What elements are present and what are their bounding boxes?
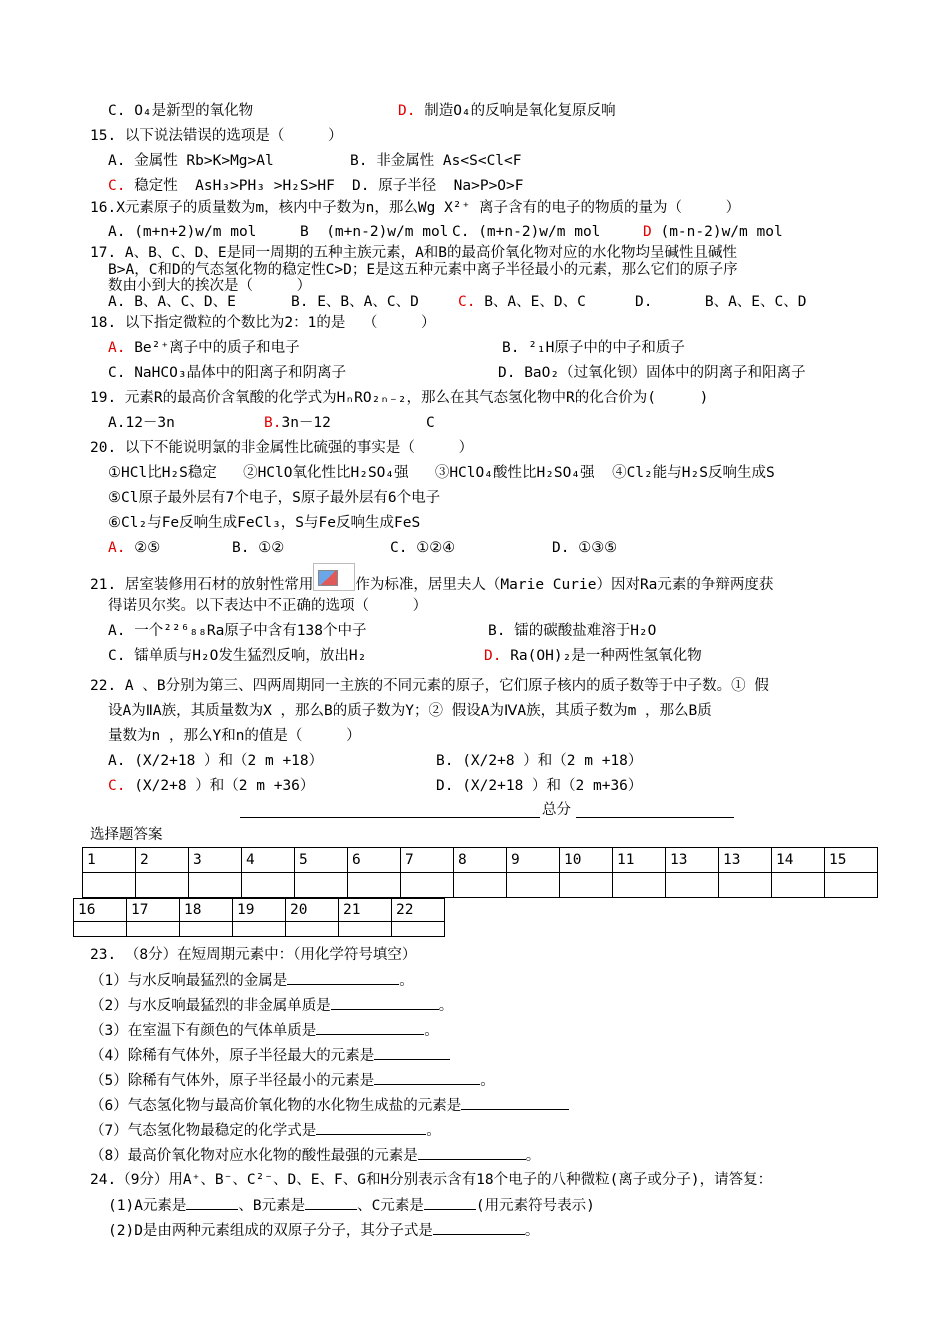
- q23-period: 。: [480, 1073, 495, 1089]
- q23-item-6-blank[interactable]: [461, 1095, 569, 1110]
- q18-option-b: B. ²₁H原子中的中子和质子: [502, 340, 685, 356]
- q19-option-b-letter: B.: [264, 415, 282, 431]
- q24-part-2: [108, 1220, 539, 1241]
- answer-cell[interactable]: [560, 873, 613, 898]
- answer-cell[interactable]: [772, 873, 825, 898]
- q22-line-3: 量数为n ，那么Y和n的值是（ ）: [108, 728, 361, 744]
- q23-period: 。: [438, 998, 454, 1014]
- q24-a-blank[interactable]: [186, 1195, 238, 1210]
- answer-cell[interactable]: [825, 873, 878, 898]
- answer-number-cell: 17: [127, 899, 180, 922]
- q24-part-1-note: (用元素符号表示): [475, 1198, 595, 1214]
- answer-cell[interactable]: [348, 873, 401, 898]
- q17-option-d: D. B、A、E、C、D: [635, 294, 807, 310]
- q23-item-5-blank[interactable]: [374, 1070, 480, 1085]
- answer-cell[interactable]: [74, 922, 127, 937]
- q20-option-b: B. ①②: [232, 540, 285, 556]
- q15-option-b: B. 非金属性 As<S<Cl<F: [350, 153, 522, 169]
- q21-line-1: [90, 571, 773, 599]
- q17-option-c-letter: C.: [458, 294, 476, 310]
- answer-cell[interactable]: [189, 873, 242, 898]
- q24-part-1: [108, 1195, 595, 1216]
- q18-option-a-letter: A.: [108, 340, 126, 356]
- q22-line-2: 设A为ⅡA族，其质量数为X ，那么B的质子数为Y；② 假设A为ⅣA族，其质子数为m ，那么B质: [108, 703, 712, 719]
- q15-option-d: D. 原子半径 Na>P>O>F: [352, 178, 524, 194]
- q16-option-a: A. (m+n+2)w/m mol: [108, 224, 257, 240]
- q21-line-1-end: 作为标准，居里夫人（Marie Curie）因对Ra元素的争辩两度获: [355, 577, 774, 593]
- q23-item-7: [90, 1120, 441, 1141]
- q17-line-1: 17. A、B、C、D、E是同一周期的五种主族元素，A和B的最高价氧化物对应的水化物均呈碱性且碱性: [90, 245, 738, 261]
- q22-option-b: B. (X/2+8 ）和（2 m +18）: [436, 753, 643, 769]
- answer-number-cell: 1: [83, 848, 136, 873]
- answer-number-cell: 5: [295, 848, 348, 873]
- q18-stem: 18. 以下指定微粒的个数比为2：1的是 （ ）: [90, 315, 436, 331]
- q20-statement-1: ①HCl比H₂S稳定 ②HClO氧化性比H₂SO₄强 ③HClO₄酸性比H₂SO₄强 ④Cl₂能与H₂S反响生成S: [108, 465, 775, 481]
- answer-number-cell: 13: [719, 848, 772, 873]
- q23-item-3-text: （3）在室温下有颜色的气体单质是: [90, 1023, 317, 1039]
- q16-option-b: B (m+n-2)w/m mol: [300, 224, 449, 240]
- q21-option-b: B. 镭的碳酸盐难溶于H₂O: [488, 623, 657, 639]
- answer-number-cell: 18: [180, 899, 233, 922]
- q23-period: 。: [525, 1148, 541, 1164]
- q24-period: 。: [524, 1223, 540, 1239]
- q21-option-d: [484, 646, 702, 666]
- q20-statement-2: ⑤Cl原子最外层有7个电子，S原子最外层有6个电子: [108, 490, 441, 506]
- q19-option-b-text: 3n－12: [281, 415, 331, 431]
- answer-number-cell: 6: [348, 848, 401, 873]
- answer-table-row-2: [73, 898, 445, 937]
- answer-cell[interactable]: [401, 873, 454, 898]
- answer-cell[interactable]: [242, 873, 295, 898]
- q14-option-d-letter: D.: [398, 103, 416, 119]
- q22-line-1: 22. A 、B分别为第三、四两周期同一主族的不同元素的原子，它们原子核内的质子数等于中子数。① 假: [90, 678, 769, 694]
- answer-cell[interactable]: [454, 873, 507, 898]
- answer-cell[interactable]: [392, 922, 445, 937]
- score-label: 总分: [542, 802, 571, 818]
- answer-number-cell: 9: [507, 848, 560, 873]
- q24-part-1-c-label: 、C元素是: [357, 1198, 424, 1214]
- q21-option-c: C. 镭单质与H₂O发生猛烈反响，放出H₂: [108, 648, 367, 664]
- q16-option-d: [643, 222, 783, 242]
- q24-c-blank[interactable]: [424, 1195, 476, 1210]
- q24-stem: 24.（9分）用A⁺、B⁻、C²⁻、D、E、F、G和H分别表示含有18个电子的八种微粒(离子或分子)，请答复：: [90, 1172, 773, 1188]
- q23-period: 。: [399, 973, 414, 989]
- q23-item-8: [90, 1145, 540, 1166]
- answer-cell[interactable]: [83, 873, 136, 898]
- answer-number-cell: 19: [233, 899, 286, 922]
- answer-cell[interactable]: [286, 922, 339, 937]
- q24-b-blank[interactable]: [305, 1195, 357, 1210]
- q23-item-7-blank[interactable]: [316, 1120, 426, 1135]
- q19-stem: 19. 元素R的最高价含氧酸的化学式为HₙRO₂ₙ₋₂，那么在其气态氢化物中R的化合价为( ): [90, 390, 709, 406]
- answer-number-cell: 22: [392, 899, 445, 922]
- q21-option-d-letter: D.: [484, 648, 502, 664]
- q17-line-3: 数由小到大的挨次是（ ）: [108, 278, 312, 294]
- q14-option-d: [398, 101, 616, 121]
- answer-table-blank-row: [74, 922, 445, 937]
- q23-item-5: [90, 1070, 495, 1091]
- q23-item-4: [90, 1045, 450, 1066]
- answer-number-cell: 14: [772, 848, 825, 873]
- answer-cell[interactable]: [666, 873, 719, 898]
- q24-d-blank[interactable]: [433, 1220, 525, 1235]
- q23-item-8-blank[interactable]: [418, 1145, 526, 1160]
- q14-option-d-text: 制造O₄的反响是氧化复原反响: [415, 103, 616, 119]
- q17-option-b: B. E、B、A、C、D: [291, 294, 419, 310]
- answer-cell[interactable]: [339, 922, 392, 937]
- q23-item-4-blank[interactable]: [374, 1045, 450, 1060]
- q17-option-c-text: B、A、E、D、C: [475, 294, 586, 310]
- score-blank-line: [576, 817, 734, 818]
- q15-option-c-letter: C.: [108, 178, 126, 194]
- answer-number-cell: 3: [189, 848, 242, 873]
- q16-option-d-text: (m-n-2)w/m mol: [651, 224, 783, 240]
- answer-cell[interactable]: [719, 873, 772, 898]
- q19-option-b: [264, 413, 331, 433]
- q24-part-1-a-label: (1)A元素是: [108, 1198, 187, 1214]
- name-blank-line: [240, 817, 540, 818]
- q23-item-6-text: （6）气态氢化物与最高价氧化物的水化物生成盐的元素是: [90, 1098, 462, 1114]
- q23-item-1: [90, 970, 414, 991]
- q24-part-1-b-label: 、B元素是: [238, 1198, 306, 1214]
- q17-option-c: [458, 292, 586, 312]
- q20-statement-3: ⑥Cl₂与Fe反响生成FeCl₃，S与Fe反响生成FeS: [108, 515, 421, 531]
- answer-number-cell: 11: [613, 848, 666, 873]
- q16-stem: 16.X元素原子的质量数为m，核内中子数为n，那么Wg X²⁺ 离子含有的电子的物质的量为（ ）: [90, 200, 741, 216]
- answer-number-cell: 7: [401, 848, 454, 873]
- q18-option-c: C. NaHCO₃晶体中的阳离子和阴离子: [108, 365, 347, 381]
- q18-option-d: D. BaO₂（过氧化钡）固体中的阴离子和阳离子: [498, 365, 806, 381]
- q21-line-1-start: 21. 居室装修用石材的放射性常用: [90, 577, 314, 593]
- q15-option-a: A. 金属性 Rb>K>Mg>Al: [108, 153, 274, 169]
- answer-cell[interactable]: [180, 922, 233, 937]
- q23-stem: 23. （8分）在短周期元素中：（用化学符号填空）: [90, 947, 417, 963]
- q23-item-1-text: （1）与水反响最猛烈的金属是: [90, 973, 288, 989]
- answer-table-blank-row: [83, 873, 878, 898]
- q23-item-2: [90, 995, 453, 1016]
- q20-option-c: C. ①②④: [390, 540, 456, 556]
- q23-item-3-blank[interactable]: [316, 1020, 424, 1035]
- answer-number-cell: 13: [666, 848, 719, 873]
- q23-period: 。: [426, 1123, 441, 1139]
- answer-number-cell: 21: [339, 899, 392, 922]
- q20-option-a-letter: A.: [108, 540, 126, 556]
- q21-option-d-text: Ra(OH)₂是一种两性氢氧化物: [501, 648, 702, 664]
- q17-option-a: A. B、A、C、D、E: [108, 294, 236, 310]
- answer-number-cell: 15: [825, 848, 878, 873]
- answer-number-cell: 2: [136, 848, 189, 873]
- q23-item-4-text: （4）除稀有气体外，原子半径最大的元素是: [90, 1048, 375, 1064]
- answer-cell[interactable]: [127, 922, 180, 937]
- q23-item-2-blank[interactable]: [331, 995, 439, 1010]
- q23-item-7-text: （7）气态氢化物最稳定的化学式是: [90, 1123, 317, 1139]
- answer-cell[interactable]: [295, 873, 348, 898]
- answer-number-cell: 16: [74, 899, 127, 922]
- q23-item-1-blank[interactable]: [287, 970, 399, 985]
- q24-part-2-text: (2)D是由两种元素组成的双原子分子，其分子式是: [108, 1223, 433, 1239]
- q14-option-c: C. O₄是新型的氧化物: [108, 103, 254, 119]
- q15-stem: 15. 以下说法错误的选项是（ ）: [90, 128, 343, 144]
- q18-option-a-text: Be²⁺离子中的质子和电子: [125, 340, 300, 356]
- q18-option-a: [108, 338, 300, 358]
- q15-option-c-text: 稳定性 AsH₃>PH₃ >H₂S>HF: [125, 178, 335, 194]
- answer-number-cell: 8: [454, 848, 507, 873]
- answer-number-cell: 4: [242, 848, 295, 873]
- q22-option-d: D. (X/2+18 ）和（2 m+36）: [436, 778, 643, 794]
- answer-number-cell: 20: [286, 899, 339, 922]
- q16-option-d-letter: D: [643, 224, 652, 240]
- q16-option-c: C. (m+n-2)w/m mol: [452, 224, 601, 240]
- q23-item-6: [90, 1095, 569, 1116]
- answer-table-row-1: [82, 847, 878, 898]
- q23-item-5-text: （5）除稀有气体外，原子半径最小的元素是: [90, 1073, 375, 1089]
- answer-cell[interactable]: [613, 873, 666, 898]
- answer-cell[interactable]: [136, 873, 189, 898]
- answer-table-title: 选择题答案: [90, 827, 163, 843]
- answer-number-cell: 10: [560, 848, 613, 873]
- q20-option-d: D. ①③⑤: [552, 540, 618, 556]
- q21-line-2: 得诺贝尔奖。以下表达中不正确的选项（ ）: [108, 598, 428, 614]
- answer-cell[interactable]: [507, 873, 560, 898]
- q15-option-c: [108, 176, 335, 196]
- q21-option-a: A. 一个²²⁶₈₈Ra原子中含有138个中子: [108, 623, 367, 639]
- q22-option-a: A. (X/2+18 ）和（2 m +18）: [108, 753, 324, 769]
- q20-option-a-text: ②⑤: [125, 540, 161, 556]
- q23-item-3: [90, 1020, 439, 1041]
- q22-option-c-letter: C.: [108, 778, 126, 794]
- q23-period: 。: [424, 1023, 439, 1039]
- answer-table-numbers-row: [74, 899, 445, 922]
- q19-option-c: C: [426, 415, 435, 431]
- answer-cell[interactable]: [233, 922, 286, 937]
- q22-option-c: [108, 776, 314, 796]
- q20-stem: 20. 以下不能说明氯的非金属性比硫强的事实是（ ）: [90, 440, 474, 456]
- q23-item-2-text: （2）与水反响最猛烈的非金属单质是: [90, 998, 331, 1014]
- q19-option-a: A.12－3n: [108, 415, 175, 431]
- q23-item-8-text: （8）最高价氧化物对应水化物的酸性最强的元素是: [90, 1148, 418, 1164]
- q20-option-a: [108, 538, 160, 558]
- broken-image-icon: [313, 563, 355, 591]
- answer-table-numbers-row: [83, 848, 878, 873]
- q17-line-2: B>A，C和D的气态氢化物的稳定性C>D；E是这五种元素中离子半径最小的元素，那么它们的原子序: [108, 262, 738, 278]
- q22-option-c-text: (X/2+8 ）和（2 m +36）: [125, 778, 315, 794]
